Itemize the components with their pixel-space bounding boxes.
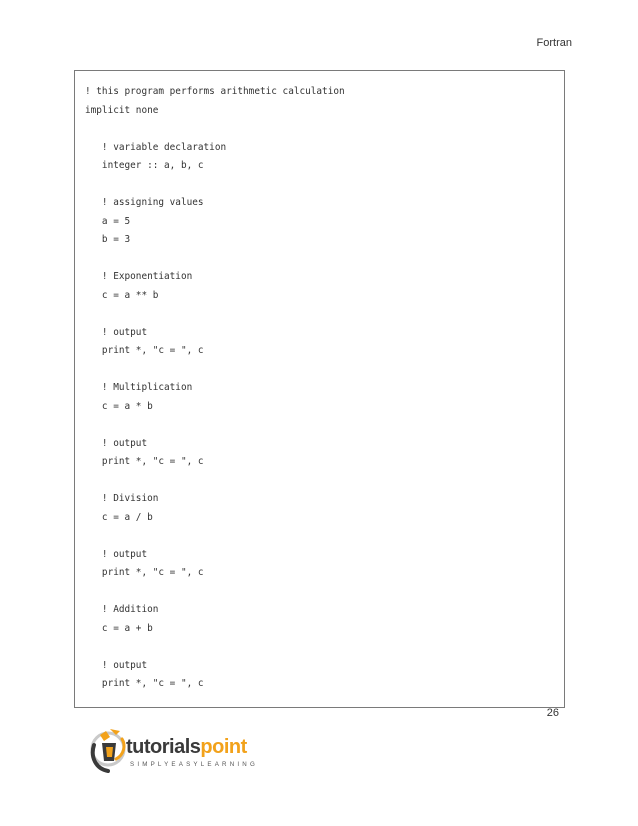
code-line: integer :: a, b, c — [85, 160, 204, 171]
code-block — [74, 70, 565, 708]
code-line: c = a * b — [85, 400, 153, 412]
code-line: c = a / b — [85, 511, 153, 523]
code-line — [85, 250, 345, 269]
code-line: ! Multiplication — [85, 382, 193, 393]
code-line: ! assigning values — [85, 197, 204, 208]
code-line: b = 3 — [85, 234, 131, 245]
code-line — [85, 583, 345, 602]
code-line: c = a + b — [85, 622, 153, 634]
code-line: ! Exponentiation — [85, 271, 193, 282]
code-line: ! output — [85, 548, 148, 560]
logo-tagline: SIMPLYEASYLEARNING — [130, 761, 258, 768]
code-line: ! output — [85, 659, 148, 671]
code-line: ! Division — [85, 493, 159, 504]
code-line — [85, 527, 345, 546]
code-line: print *, "c = ", c — [85, 567, 204, 578]
code-line: ! output — [85, 326, 148, 338]
code-line: ! output — [85, 437, 148, 449]
code-line — [85, 176, 345, 195]
code-line: print *, "c = ", c — [85, 678, 204, 689]
tutorialspoint-logo — [86, 721, 266, 781]
code-line: a = 5 — [85, 215, 131, 227]
code-line: print *, "c = ", c — [85, 456, 204, 467]
code-line — [85, 638, 345, 657]
code-line: c = a ** b — [85, 289, 159, 301]
code-line — [85, 305, 345, 324]
code-line: print *, "c = ", c — [85, 345, 204, 356]
code-line — [85, 416, 345, 435]
code-line: ! variable declaration — [85, 141, 227, 153]
logo-wordmark: tutorialspoint — [126, 736, 247, 758]
code-lines — [85, 83, 345, 694]
page-number: 26 — [546, 707, 559, 719]
code-line: implicit none — [85, 104, 159, 116]
code-line — [85, 120, 345, 139]
running-header: Fortran — [536, 37, 572, 49]
code-line — [85, 472, 345, 491]
code-line: ! this program performs arithmetic calculation — [85, 86, 345, 97]
code-line — [85, 361, 345, 380]
code-line: ! Addition — [85, 604, 159, 615]
